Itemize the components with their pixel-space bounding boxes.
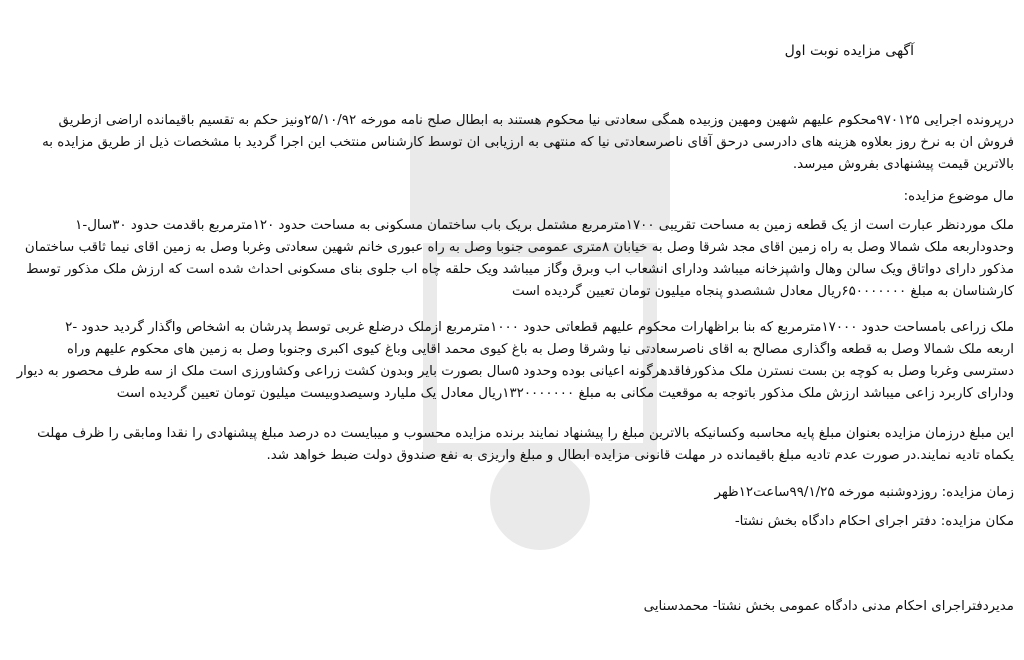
item1-line-3: مذکور دارای دواتاق ویک سالن وهال واشپزخانه میباشد ودارای انشعاب اب وبرق وگاز میباشد ویک حلقه چاه اب جلوی بنای مسکونی احداث شده است که ارزش ملک مذکور توسط <box>26 262 1014 277</box>
item2-line-1: ملک زراعی بامساحت حدود ۱۷۰۰۰مترمربع که بنا براظهارات محکوم علیهم قطعاتی حدود ۱۰۰۰مترمربع ازملک درضلع غربی توسط پدرشان به اشخاص واگذار گردید حدود -۲ <box>65 320 1014 335</box>
terms-line-1: این مبلغ درزمان مزایده بعنوان مبلغ پایه محاسبه وکسانیکه بالاترین مبلغ را پیشنهاد نمایند برنده مزایده محسوب و میبایست ده درصد مبلغ پیشنهادی را نقدا ومابقی را ظرف مهلت <box>37 426 1014 441</box>
notice-title: آگهی مزایده نوبت اول <box>784 43 914 59</box>
item2-line-2: اربعه ملک شمالا وصل به قطعه واگذاری مصالح به اقای ناصرسعادتی نیا وشرقا وصل به باغ کیوی محمد اقایی وباغ کیوی اکبری وجنوبا وصل به زمین های محکوم علیهم وراه <box>67 342 1014 357</box>
subject-heading: مال موضوع مزایده: <box>903 189 1014 204</box>
intro-line-1: درپرونده اجرایی ۹۷۰۱۲۵محکوم علیهم شهین ومهین وزبیده همگی سعادتی نیا محکوم هستند به ابطال صلح نامه مورخه ۲۵/۱۰/۹۲ونیز حکم به تقسیم باقیمانده اراضی ازطریق <box>58 113 1014 128</box>
terms-line-2: یکماه تادیه نمایند.در صورت عدم تادیه مبلغ باقیمانده در مهلت قانونی مزایده ابطال و مبلغ واریزی به نفع صندوق دولت ضبط خواهد شد. <box>266 448 1014 463</box>
auction-time: زمان مزایده: روزدوشنبه مورخه ۹۹/۱/۲۵ساعت۱۲ظهر <box>714 485 1014 500</box>
intro-line-3: بالاترین قیمت پیشنهادی بفروش میرسد. <box>792 157 1014 172</box>
item1-line-2: وحدوداربعه ملک شمالا وصل به راه زمین اقای مجد شرقا وصل به خیابان ۸متری عمومی جنوبا وصل به راه عبوری خانم شهین سعادتی وغربا وصل به زمین اقای نیما ثاقب ساختمان <box>24 240 1014 255</box>
item2-line-4: ودارای کاربرد زاعی میباشد ارزش ملک مذکور باتوجه به موقعیت مکانی به مبلغ ۱۳۲۰۰۰۰۰۰۰ریال معادل یک ملیارد وسیصدوبیست میلیون تومان تعیین گردیده است <box>116 386 1014 401</box>
item1-line-1: ملک موردنظر عبارت است از یک قطعه زمین به مساحت تقریبی ۱۷۰۰مترمربع مشتمل بریک باب ساختمان مسکونی به مساحت حدود ۱۲۰مترمربع باقدمت حدود ۳۰سال-۱ <box>75 218 1014 233</box>
item2-line-3: دسترسی وغربا وصل به کوچه بن بست نسترن ملک مذکورفاقدهرگونه اعیانی بوده وحدود ۵سال بصورت بایر وبدون کشت زراعی وکشاورزی است ملک از سه طرف محصور به دیوار <box>16 364 1014 379</box>
auction-place: مکان مزایده: دفتر اجرای احکام دادگاه بخش نشتا- <box>734 514 1014 529</box>
intro-line-2: فروش ان به نرخ روز بعلاوه هزینه های دادرسی درحق آقای ناصرسعادتی نیا که منتهی به ارزیابی ان توسط کارشناس منتخب این اجرا گردید با مشخصات ذیل از طریق مزایده به <box>42 135 1014 150</box>
signature-line: مدیردفتراجرای احکام مدنی دادگاه عمومی بخش نشتا- محمدسنایی <box>643 599 1014 614</box>
item1-line-4: کارشناسان به مبلغ ۶۵۰۰۰۰۰۰۰ریال معادل ششصدو پنجاه میلیون تومان تعیین گردیده است <box>511 284 1014 299</box>
